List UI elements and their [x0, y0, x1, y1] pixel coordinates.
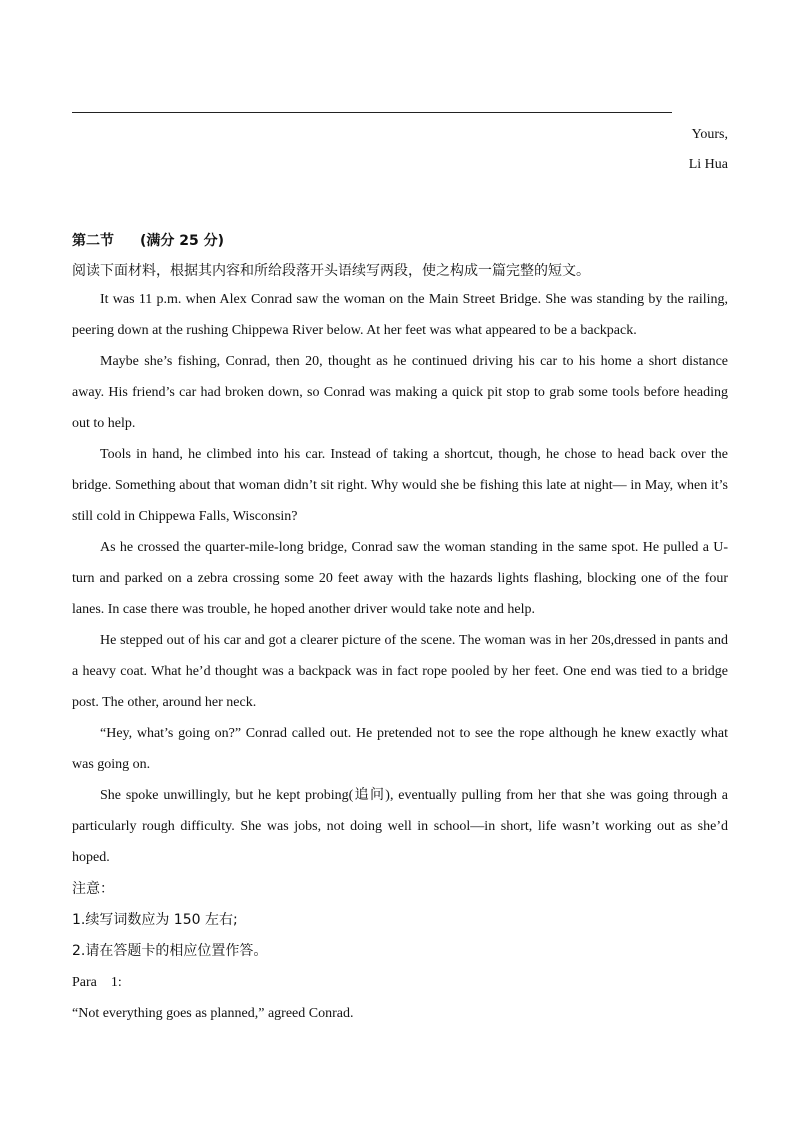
section-score: (满分 25 分) — [140, 233, 225, 249]
divider-line — [72, 112, 672, 113]
passage-paragraph: As he crossed the quarter-mile-long bridge, Conrad saw the woman standing in the same spot. He pulled a U-turn and parked on a zebra crossing some 20 feet away with the hazards lights flashing, blocking one of the four lanes. In case there was trouble, he hoped another driver would take note and help. — [72, 540, 728, 617]
letter-closing: Yours, — [691, 127, 728, 142]
para-label: Para 1: — [72, 975, 122, 990]
section-instruction: 阅读下面材料，根据其内容和所给段落开头语续写两段，使之构成一篇完整的短文。 — [72, 263, 590, 279]
section-title: 第二节 — [72, 233, 114, 249]
passage-paragraph: Tools in hand, he climbed into his car. Instead of taking a shortcut, though, he chose to head back over the bridge. Something about that woman didn’t sit right. Why would she be fishing this late at night— in May, when it’s still cold in Chippewa Falls, Wisconsin? — [72, 447, 728, 524]
passage-paragraph: Maybe she’s fishing, Conrad, then 20, thought as he continued driving his car to his home a short distance away. His friend’s car had broken down, so Conrad was making a quick pit stop to grab some tools before heading out to help. — [72, 354, 728, 431]
section-heading — [72, 230, 224, 250]
passage — [72, 284, 728, 873]
passage-paragraph: “Hey, what’s going on?” Conrad called out. He pretended not to see the rope although he knew exactly what was going on. — [72, 726, 728, 772]
para-opening-sentence: “Not everything goes as planned,” agreed Conrad. — [72, 1006, 354, 1021]
passage-paragraph: She spoke unwillingly, but he kept probing(追问), eventually pulling from her that she was going through a particularly rough difficulty. She was jobs, not doing well in school—in short, life wasn’t working out as she’d hoped. — [72, 788, 728, 865]
notes-label: 注意： — [72, 881, 114, 897]
notes-section — [72, 874, 353, 1029]
notes-item-word-count: 1.续写词数应为 150 左右; — [72, 912, 238, 928]
notes-item-answer-location: 2.请在答题卡的相应位置作答。 — [72, 943, 268, 959]
letter-signature: Li Hua — [688, 157, 728, 172]
passage-paragraph: He stepped out of his car and got a clearer picture of the scene. The woman was in her 20s,dressed in pants and a heavy coat. What he’d thought was a backpack was in fact rope pooled by her feet. One end was tied to a bridge post. The other, around her neck. — [72, 633, 728, 710]
passage-paragraph: It was 11 p.m. when Alex Conrad saw the woman on the Main Street Bridge. She was standing by the railing, peering down at the rushing Chippewa River below. At her feet was what appeared to be a backpack. — [72, 292, 728, 338]
